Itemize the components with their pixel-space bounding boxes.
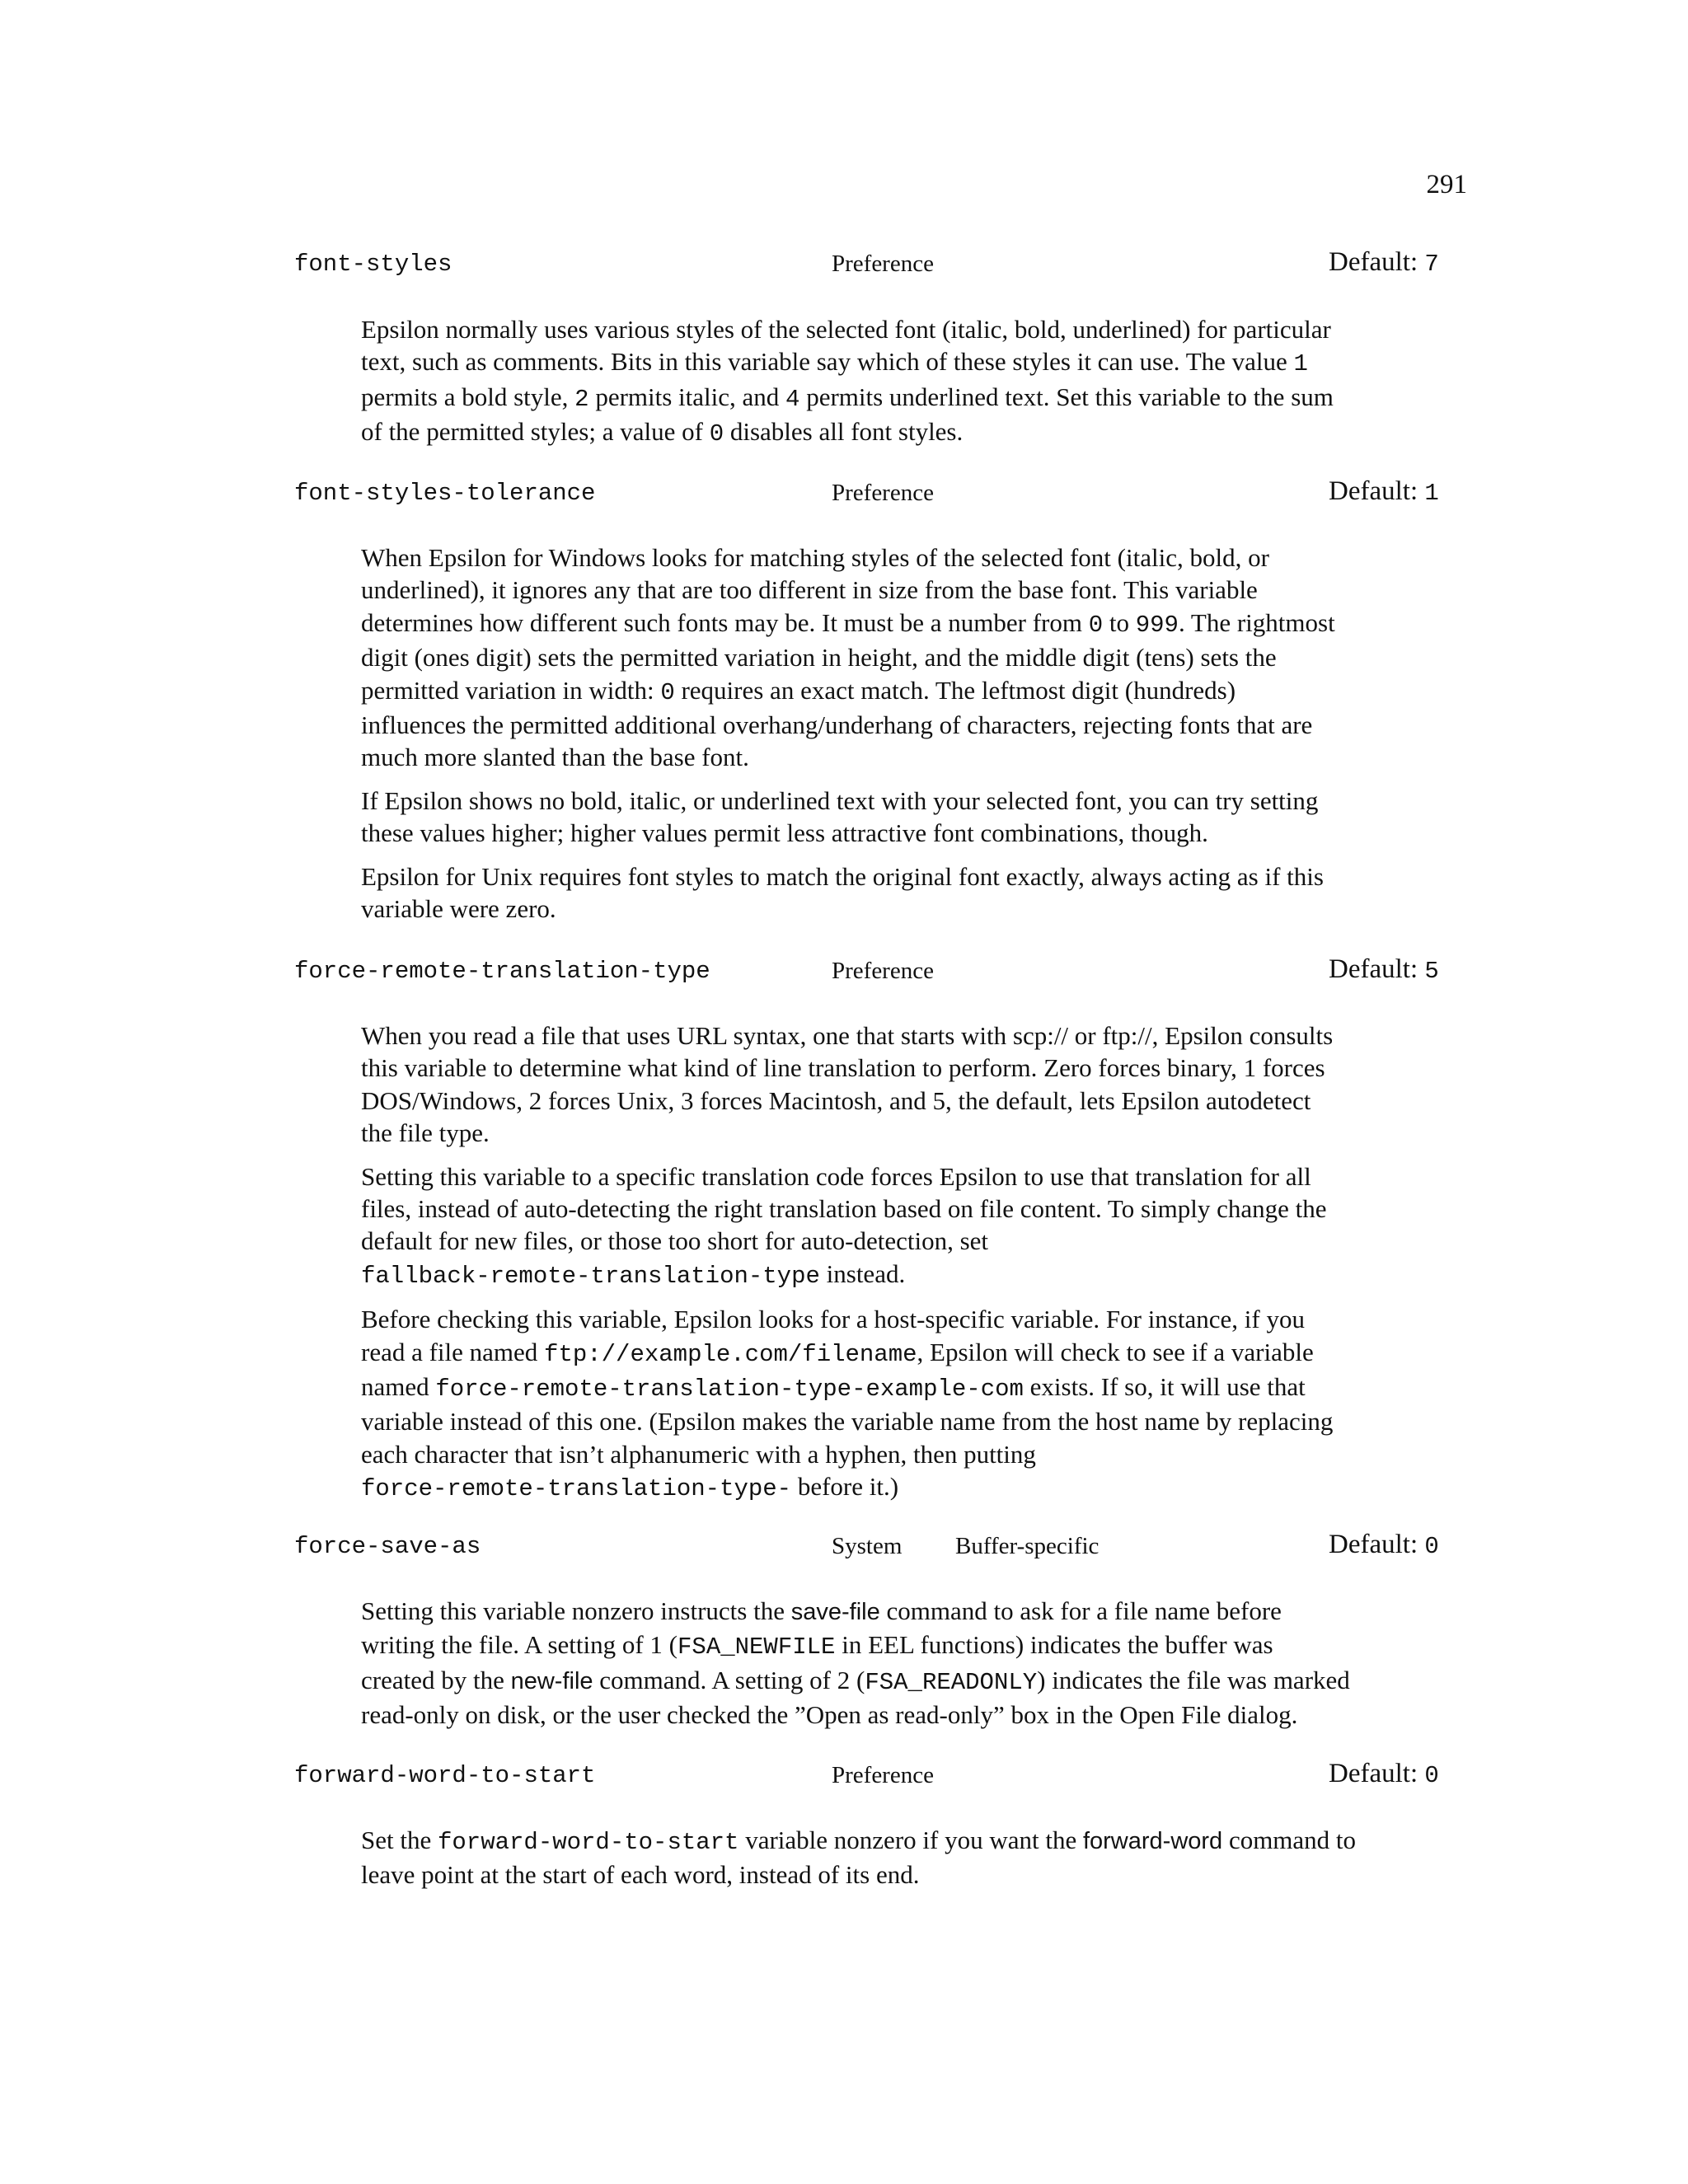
variable-scope: Buffer-specific	[955, 1533, 1100, 1559]
text-run: exists. If so, it will use that	[1023, 1372, 1306, 1402]
text-run: permits a bold style,	[361, 382, 575, 411]
description-paragraph	[361, 785, 1400, 850]
text-run: to	[1103, 607, 1136, 637]
description-paragraph	[361, 1595, 1400, 1732]
text-run: these values higher; higher values permit less attractive font combinations, though.	[361, 818, 1208, 848]
text-run: permits underlined text. Set this variable to the sum	[799, 382, 1334, 411]
inline-code: 1	[1293, 350, 1308, 378]
text-run: read a file named	[361, 1337, 545, 1366]
text-run: , Epsilon will check to see if a variable	[917, 1337, 1314, 1366]
inline-code: 999	[1135, 611, 1179, 639]
variable-name: force-save-as	[294, 1533, 481, 1560]
text-run: much more slanted than the base font.	[361, 743, 749, 772]
inline-code: ftp://example.com/filename	[544, 1340, 917, 1368]
page-number: 291	[1426, 170, 1467, 199]
text-run: each character that isn’t alphanumeric with a hyphen, then putting	[361, 1439, 1036, 1469]
command-name: save-file	[790, 1599, 880, 1625]
inline-code: 0	[709, 420, 724, 448]
text-run: leave point at the start of each word, instead of its end.	[361, 1860, 920, 1890]
inline-code: 0	[660, 678, 675, 706]
inline-code: force-remote-translation-type-example-com	[435, 1376, 1024, 1404]
text-run: variable nonzero if you want the	[738, 1825, 1083, 1854]
variable-type: Preference	[832, 958, 934, 984]
text-run: read-only on disk, or the user checked the ”Open as read-only” box in the Open File dialog.	[361, 1700, 1298, 1730]
description-paragraph	[361, 1824, 1400, 1891]
text-run: the file type.	[361, 1118, 490, 1148]
text-run: default for new files, or those too short for auto-detection, set	[361, 1226, 988, 1256]
text-run: command to	[1222, 1825, 1357, 1854]
text-run: this variable to determine what kind of line translation to perform. Zero forces binary, 1 forces	[361, 1053, 1325, 1083]
variable-type: System	[832, 1533, 903, 1559]
variable-name: force-remote-translation-type	[294, 958, 710, 985]
text-run: requires an exact match. The leftmost digit (hundreds)	[674, 675, 1236, 705]
text-run: underlined), it ignores any that are too different in size from the base font. This variable	[361, 575, 1258, 605]
description-paragraph	[361, 313, 1400, 451]
text-run: before it.)	[791, 1472, 899, 1502]
variable-type: Preference	[832, 1762, 934, 1788]
text-run: If Epsilon shows no bold, italic, or underlined text with your selected font, you can try setting	[361, 785, 1319, 815]
text-run: variable were zero.	[361, 894, 556, 924]
variable-default: Default: 0	[1329, 1759, 1439, 1789]
text-run: influences the permitted additional overhang/underhang of characters, rejecting fonts that are	[361, 710, 1313, 740]
text-run: created by the	[361, 1665, 511, 1694]
entry-description	[361, 1595, 1400, 1742]
entry-header-force-remote-translation-type	[0, 954, 1688, 991]
text-run: writing the file. A setting of 1 (	[361, 1630, 678, 1660]
description-paragraph	[361, 541, 1400, 774]
inline-code: fallback-remote-translation-type	[361, 1262, 820, 1290]
description-paragraph	[361, 1160, 1400, 1293]
variable-type: Preference	[832, 251, 934, 277]
text-run: determines how different such fonts may be. It must be a number from	[361, 607, 1089, 637]
text-run: ) indicates the file was marked	[1037, 1665, 1350, 1694]
text-run: variable instead of this one. (Epsilon makes the variable name from the host name by replacing	[361, 1407, 1334, 1436]
description-paragraph	[361, 1303, 1400, 1505]
description-paragraph	[361, 860, 1400, 926]
text-run: command. A setting of 2 (	[593, 1665, 865, 1694]
text-run: Setting this variable to a specific translation code forces Epsilon to use that translation for all	[361, 1161, 1311, 1191]
entry-description	[361, 541, 1400, 935]
text-run: permitted variation in width:	[361, 675, 661, 705]
variable-default: Default: 1	[1329, 476, 1439, 507]
description-paragraph	[361, 1019, 1400, 1150]
text-run: Epsilon for Unix requires font styles to match the original font exactly, always acting as if this	[361, 861, 1324, 891]
text-run: named	[361, 1372, 436, 1402]
text-run: permits italic, and	[588, 382, 786, 411]
text-run: Before checking this variable, Epsilon looks for a host-specific variable. For instance, if you	[361, 1305, 1305, 1334]
text-run: digit (ones digit) sets the permitted variation in height, and the middle digit (tens) sets the	[361, 643, 1277, 673]
entry-description	[361, 1019, 1400, 1516]
inline-code: FSA_READONLY	[865, 1668, 1038, 1696]
variable-name: font-styles	[294, 251, 452, 278]
inline-code: force-remote-translation-type-	[361, 1475, 792, 1503]
command-name: new-file	[510, 1667, 593, 1694]
entry-description	[361, 1824, 1400, 1902]
inline-code: forward-word-to-start	[438, 1829, 739, 1856]
variable-default: Default: 0	[1329, 1530, 1439, 1560]
text-run: . The rightmost	[1178, 607, 1335, 637]
text-run: of the permitted styles; a value of	[361, 417, 710, 447]
variable-default: Default: 7	[1329, 247, 1439, 278]
text-run: in EEL functions) indicates the buffer was	[835, 1630, 1273, 1660]
inline-code: 4	[785, 385, 800, 413]
text-run: text, such as comments. Bits in this variable say which of these styles it can use. The value	[361, 347, 1294, 377]
variable-name: forward-word-to-start	[294, 1762, 596, 1789]
inline-code: 2	[574, 385, 589, 413]
inline-code: 0	[1088, 611, 1104, 639]
text-run: When Epsilon for Windows looks for matching styles of the selected font (italic, bold, or	[361, 543, 1269, 572]
entry-header-forward-word-to-start	[0, 1759, 1688, 1795]
entry-header-force-save-as	[0, 1530, 1688, 1566]
text-run: command to ask for a file name before	[879, 1596, 1282, 1625]
variable-type: Preference	[832, 480, 934, 506]
text-run: DOS/Windows, 2 forces Unix, 3 forces Macintosh, and 5, the default, lets Epsilon autodetect	[361, 1085, 1311, 1115]
inline-code: FSA_NEWFILE	[678, 1633, 836, 1661]
entry-header-font-styles-tolerance	[0, 476, 1688, 513]
text-run: Epsilon normally uses various styles of the selected font (italic, bold, underlined) for particular	[361, 315, 1331, 344]
entry-header-font-styles	[0, 247, 1688, 284]
entry-description	[361, 313, 1400, 462]
text-run: Setting this variable nonzero instructs the	[361, 1596, 791, 1625]
variable-default: Default: 5	[1329, 954, 1439, 985]
text-run: Set the	[361, 1825, 438, 1854]
command-name: forward-word	[1082, 1828, 1223, 1854]
text-run: disables all font styles.	[724, 417, 964, 447]
text-run: files, instead of auto-detecting the right translation based on file content. To simply change the	[361, 1194, 1327, 1224]
text-run: When you read a file that uses URL syntax, one that starts with scp:// or ftp://, Epsilon consults	[361, 1021, 1334, 1050]
variable-name: font-styles-tolerance	[294, 480, 596, 507]
text-run: instead.	[819, 1258, 906, 1288]
